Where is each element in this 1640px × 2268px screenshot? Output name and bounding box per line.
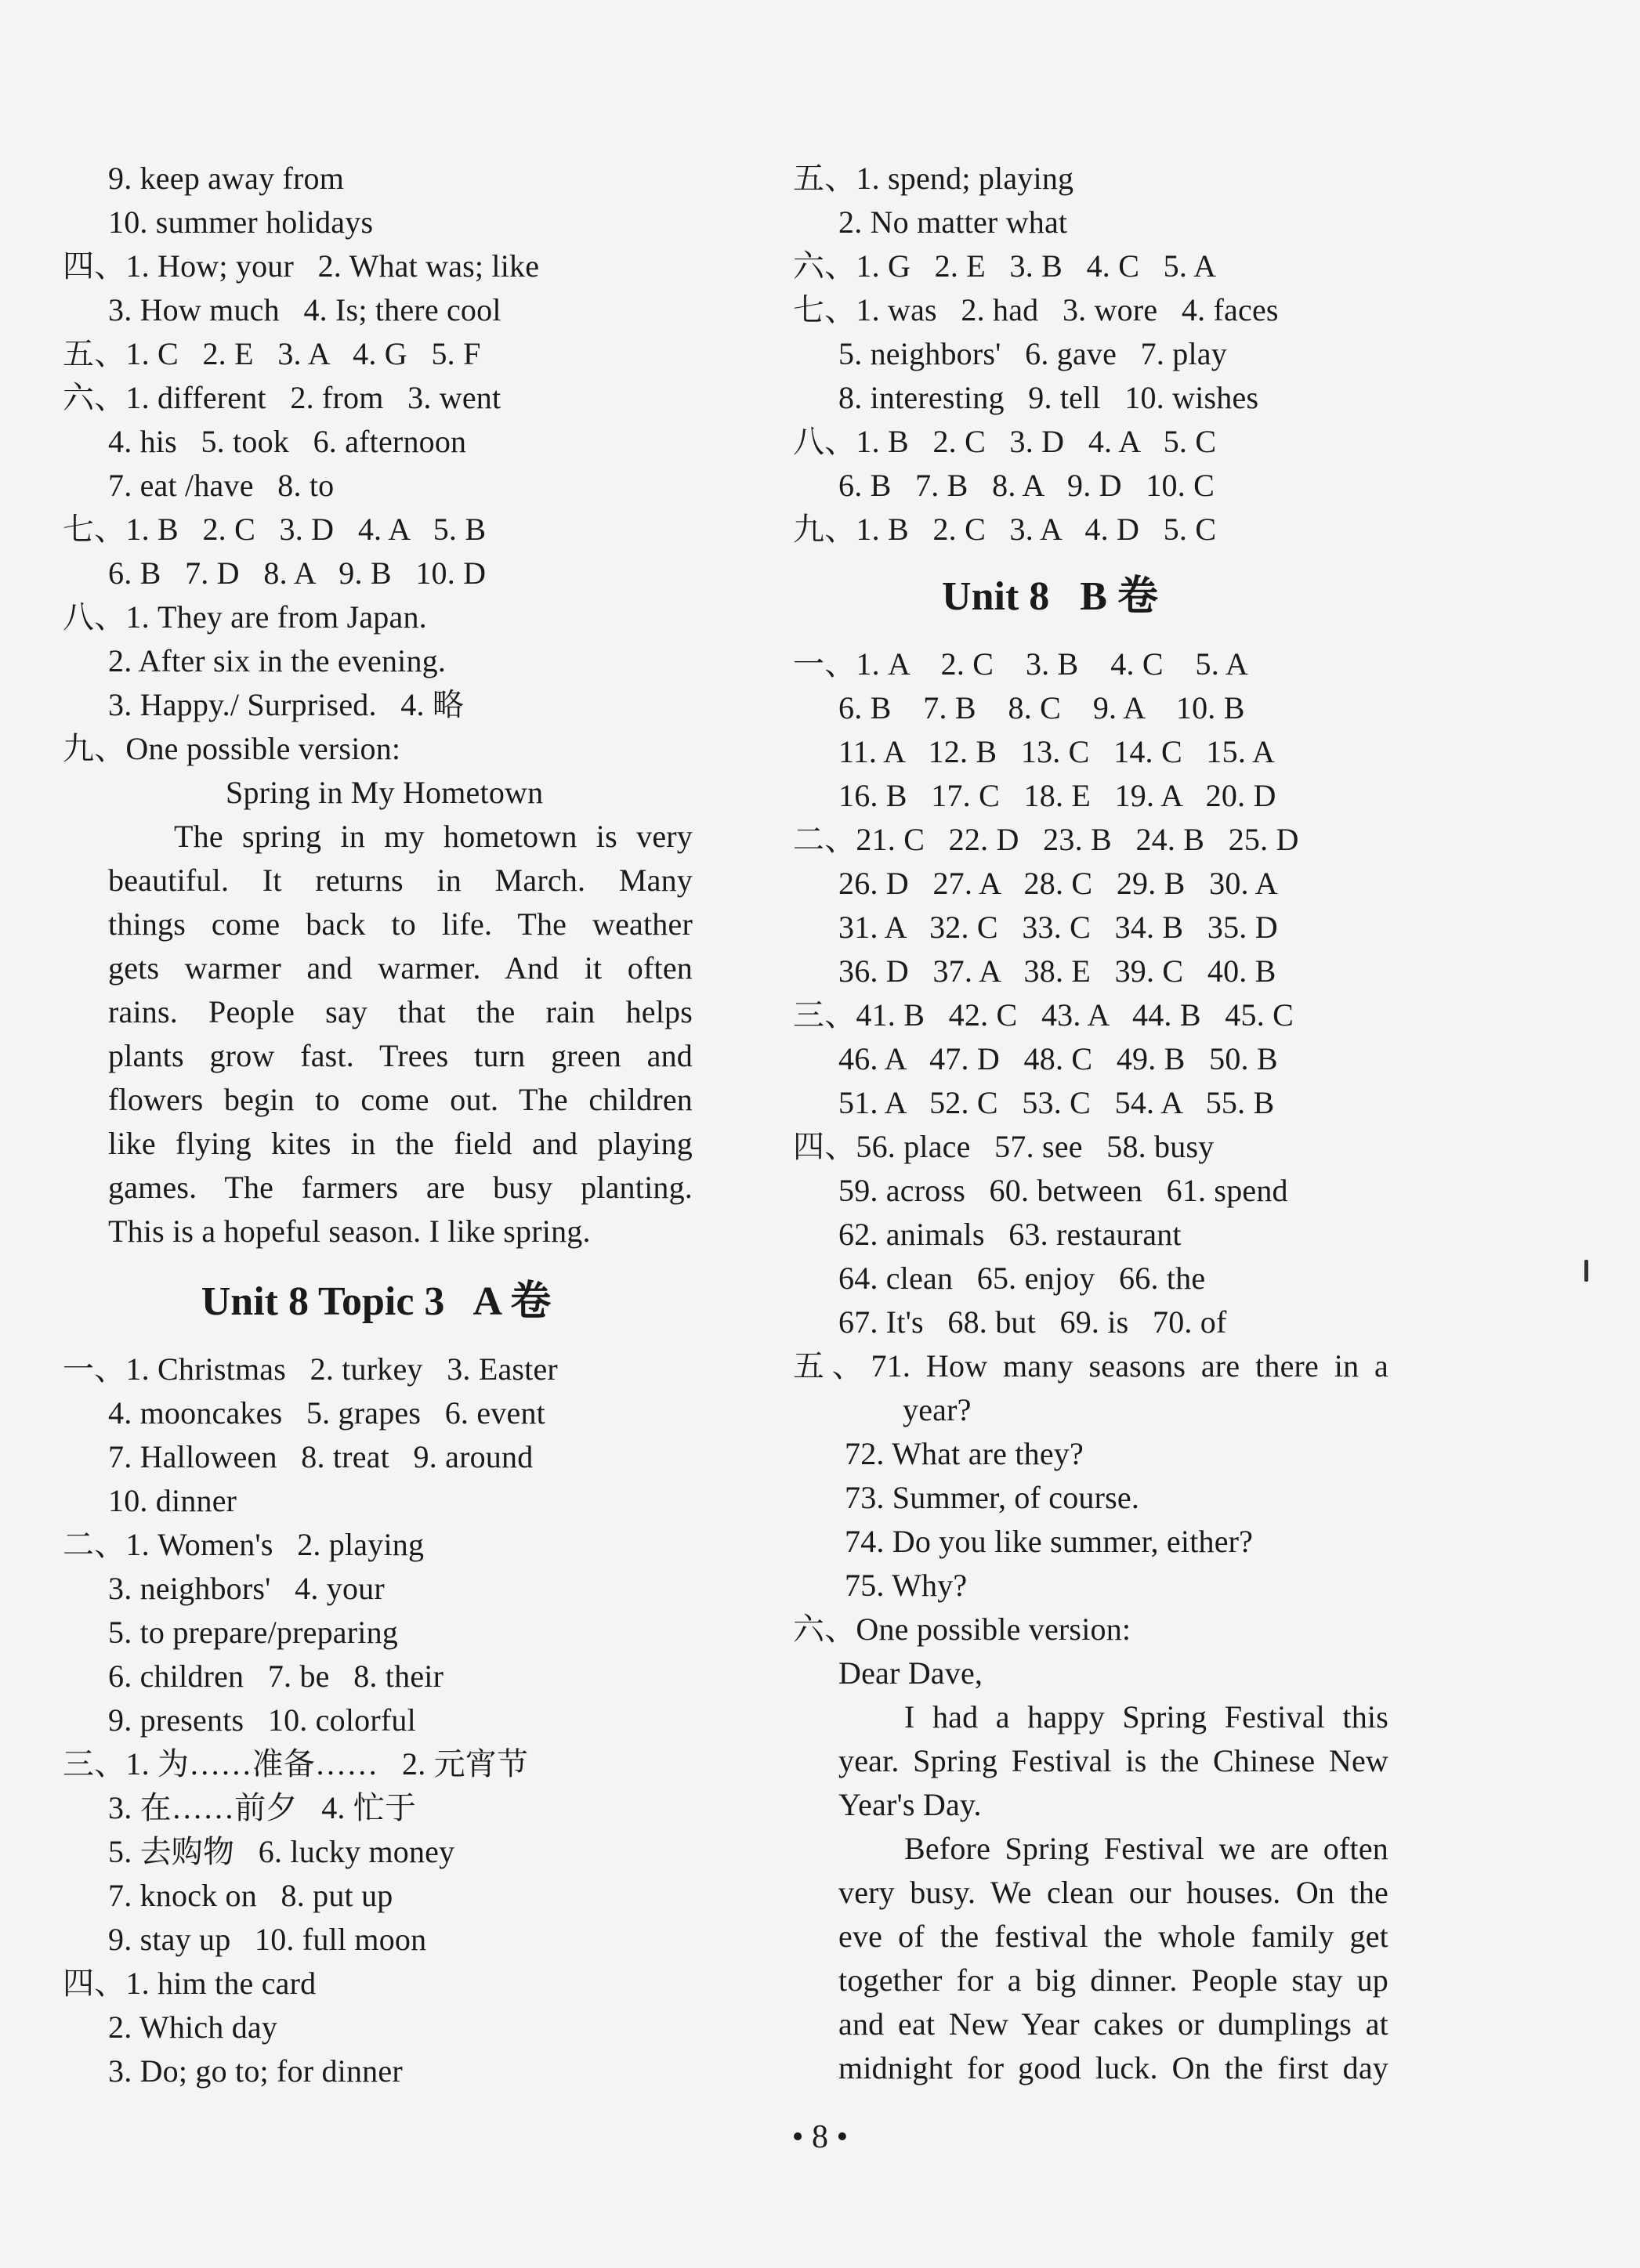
answer-line: 6. B 7. B 8. C 9. A 10. B: [838, 690, 1245, 725]
answer-line: 26. D 27. A 28. C 29. B 30. A: [838, 866, 1278, 901]
answer-line: 五、1. C 2. E 3. A 4. G 5. F: [63, 336, 481, 371]
section-heading: Unit 8 Topic 3 A 卷: [201, 1279, 552, 1324]
answer-line: 六、1. different 2. from 3. went: [63, 380, 501, 415]
answer-line: 3. How much 4. Is; there cool: [108, 292, 501, 327]
answer-line: 2. Which day: [108, 2009, 278, 2045]
letter-greeting: Dear Dave,: [838, 1655, 983, 1691]
answer-line: 二、1. Women's 2. playing: [63, 1527, 425, 1562]
answer-line: 9. presents 10. colorful: [108, 1702, 416, 1738]
essay-line: together for a big dinner. People stay up: [838, 1962, 1388, 1998]
answer-line: 10. summer holidays: [108, 204, 374, 240]
answer-line: 一、1. A 2. C 3. B 4. C 5. A: [793, 646, 1248, 682]
answer-line: 62. animals 63. restaurant: [838, 1217, 1182, 1252]
answer-line: 3. neighbors' 4. your: [108, 1571, 385, 1606]
answer-line: 8. interesting 9. tell 10. wishes: [838, 380, 1259, 415]
essay-line: I had a happy Spring Festival this: [904, 1699, 1388, 1734]
answer-line: year?: [903, 1392, 972, 1427]
answer-line: 36. D 37. A 38. E 39. C 40. B: [838, 953, 1276, 989]
answer-line: 6. B 7. B 8. A 9. D 10. C: [838, 468, 1215, 503]
answer-line: 5. 去购物 6. lucky money: [108, 1834, 455, 1869]
answer-line: 八、1. They are from Japan.: [63, 599, 427, 635]
answer-line: 六、One possible version:: [793, 1611, 1131, 1647]
page-number: • 8 •: [791, 2119, 849, 2155]
answer-line: 67. It's 68. but 69. is 70. of: [838, 1304, 1227, 1340]
essay-line: The spring in my hometown is very: [174, 819, 693, 854]
answer-line: 73. Summer, of course.: [845, 1480, 1140, 1515]
essay-line: flowers begin to come out. The children: [108, 1082, 693, 1117]
answer-line: 三、41. B 42. C 43. A 44. B 45. C: [793, 997, 1294, 1033]
essay-line: things come back to life. The weather: [108, 906, 693, 942]
answer-line: 八、1. B 2. C 3. D 4. A 5. C: [793, 424, 1217, 459]
answer-line: 五、71. How many seasons are there in a: [793, 1348, 1388, 1384]
answer-line: 五、1. spend; playing: [793, 161, 1074, 196]
answer-line: 7. knock on 8. put up: [108, 1878, 393, 1913]
margin-mark: [1584, 1260, 1588, 1282]
answer-line: 5. to prepare/preparing: [108, 1615, 398, 1650]
answer-line: 9. keep away from: [108, 161, 345, 196]
answer-line: 9. stay up 10. full moon: [108, 1922, 427, 1957]
answer-line: 51. A 52. C 53. C 54. A 55. B: [838, 1085, 1275, 1120]
essay-line: and eat New Year cakes or dumplings at: [838, 2006, 1388, 2042]
answer-line: 四、56. place 57. see 58. busy: [793, 1129, 1215, 1164]
section-heading: Unit 8 B 卷: [942, 574, 1158, 619]
answer-line: 七、1. B 2. C 3. D 4. A 5. B: [63, 512, 487, 547]
answer-line: 2. After six in the evening.: [108, 643, 447, 678]
answer-line: 74. Do you like summer, either?: [845, 1524, 1254, 1559]
essay-title: Spring in My Hometown: [226, 775, 544, 810]
answer-line: 四、1. How; your 2. What was; like: [63, 248, 540, 284]
essay-line: year. Spring Festival is the Chinese New: [838, 1743, 1388, 1778]
essay-line: like flying kites in the field and playing: [108, 1126, 693, 1161]
answer-line: 九、One possible version:: [63, 731, 401, 766]
answer-line: 46. A 47. D 48. C 49. B 50. B: [838, 1041, 1278, 1076]
answer-line: 3. Happy./ Surprised. 4. 略: [108, 687, 465, 722]
answer-line: 31. A 32. C 33. C 34. B 35. D: [838, 910, 1278, 945]
essay-line: Year's Day.: [838, 1787, 982, 1822]
answer-line: 4. mooncakes 5. grapes 6. event: [108, 1395, 545, 1431]
essay-line: eve of the festival the whole family get: [838, 1919, 1388, 1954]
answer-line: 72. What are they?: [845, 1436, 1084, 1471]
essay-line: Before Spring Festival we are often: [904, 1831, 1388, 1866]
answer-line: 九、1. B 2. C 3. A 4. D 5. C: [793, 512, 1217, 547]
answer-line: 16. B 17. C 18. E 19. A 20. D: [838, 778, 1276, 813]
essay-line: very busy. We clean our houses. On the: [838, 1875, 1388, 1910]
answer-line: 75. Why?: [845, 1568, 968, 1603]
answer-line: 4. his 5. took 6. afternoon: [108, 424, 467, 459]
answer-line: 10. dinner: [108, 1483, 237, 1518]
answer-line: 5. neighbors' 6. gave 7. play: [838, 336, 1227, 371]
answer-line: 一、1. Christmas 2. turkey 3. Easter: [63, 1351, 558, 1387]
essay-line: rains. People say that the rain helps: [108, 994, 693, 1029]
essay-line: midnight for good luck. On the first day: [838, 2050, 1388, 2085]
answer-line: 3. 在……前夕 4. 忙于: [108, 1790, 417, 1825]
answer-line: 三、1. 为……准备…… 2. 元宵节: [63, 1746, 529, 1781]
answer-line: 6. children 7. be 8. their: [108, 1658, 444, 1694]
answer-line: 7. eat /have 8. to: [108, 468, 335, 503]
answer-line: 3. Do; go to; for dinner: [108, 2053, 403, 2089]
answer-line: 四、1. him the card: [63, 1966, 317, 2001]
essay-line: beautiful. It returns in March. Many: [108, 863, 693, 898]
essay-line: plants grow fast. Trees turn green and: [108, 1038, 693, 1073]
essay-line: This is a hopeful season. I like spring.: [108, 1214, 591, 1249]
answer-line: 11. A 12. B 13. C 14. C 15. A: [838, 734, 1276, 769]
essay-line: gets warmer and warmer. And it often: [108, 950, 693, 986]
answer-line: 59. across 60. between 61. spend: [838, 1173, 1288, 1208]
answer-line: 二、21. C 22. D 23. B 24. B 25. D: [793, 822, 1299, 857]
answer-line: 64. clean 65. enjoy 66. the: [838, 1261, 1206, 1296]
answer-line: 六、1. G 2. E 3. B 4. C 5. A: [793, 248, 1217, 284]
answer-line: 2. No matter what: [838, 204, 1068, 240]
answer-line: 6. B 7. D 8. A 9. B 10. D: [108, 555, 487, 591]
answer-line: 七、1. was 2. had 3. wore 4. faces: [793, 292, 1279, 327]
essay-line: games. The farmers are busy planting.: [108, 1170, 693, 1205]
answer-line: 7. Halloween 8. treat 9. around: [108, 1439, 534, 1474]
